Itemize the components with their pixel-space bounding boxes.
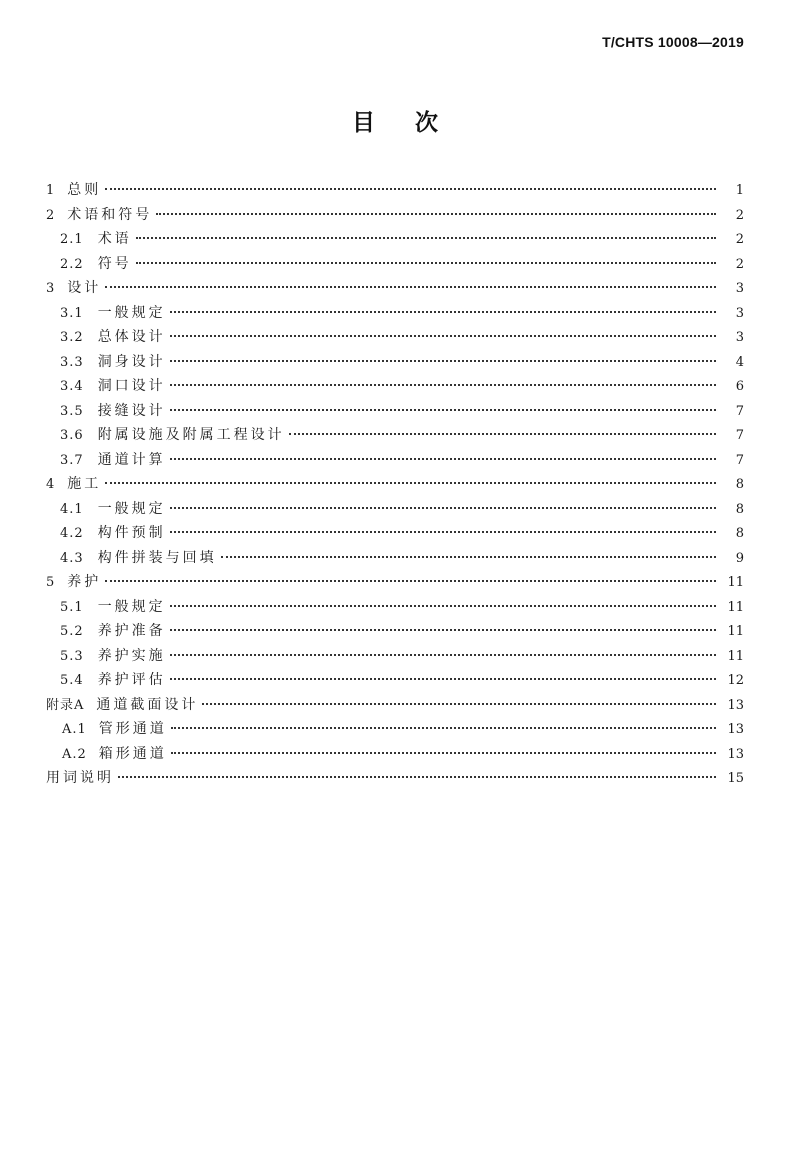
toc-entry-label: 总则 [67,182,102,198]
toc-entry-label: 用词说明 [46,770,114,786]
toc-entry-number: 5.3 [60,648,84,664]
toc-entry-page: 2 [735,256,744,272]
toc-entry-label: 术语和符号 [67,206,153,223]
toc-entry[interactable] [46,766,744,791]
page-title: 目次 [352,109,478,136]
toc-dot-leader [156,213,716,215]
toc-entry[interactable] [46,374,744,399]
toc-entry-page: 12 [727,673,744,688]
toc-entry-page: 2 [735,207,744,223]
toc-entry[interactable] [46,301,744,326]
toc-entry-page: 7 [735,428,744,443]
toc-entry-label: 施工 [67,476,102,492]
toc-dot-leader [136,262,716,264]
toc-dot-leader [170,629,716,631]
toc-entry-label: 养护实施 [97,647,166,664]
toc-entry-page: 9 [735,550,744,566]
toc-entry-number: 4.1 [60,501,84,517]
toc-entry[interactable] [46,399,744,424]
toc-entry-label: 一般规定 [97,304,166,321]
toc-entry-label: 一般规定 [97,598,166,615]
toc-dot-leader [170,654,716,656]
toc-entry-page: 8 [735,477,744,492]
toc-entry-number: 3.3 [60,354,84,370]
toc-dot-leader [170,458,716,460]
toc-entry-label: 符号 [97,255,132,272]
toc-entry-page: 11 [727,575,744,590]
toc-entry[interactable] [46,448,744,473]
toc-entry-number: 3 [46,281,56,296]
toc-entry-number: 2.2 [60,256,84,272]
toc-entry-label: 管形通道 [98,721,167,737]
toc-entry-label: 术语 [97,231,132,247]
toc-entry[interactable] [46,668,744,693]
toc-entry-number: 4.3 [60,550,84,566]
toc-entry-number: 4.2 [60,526,84,541]
toc-entry[interactable] [46,276,744,301]
toc-entry-label: 设计 [67,280,102,296]
toc-entry-page: 3 [735,330,744,345]
toc-entry-page: 3 [735,281,744,296]
toc-entry-page: 11 [727,599,744,615]
toc-entry-page: 8 [735,526,744,541]
toc-entry-label: 通道计算 [97,451,166,468]
toc-entry[interactable] [46,742,744,767]
toc-dot-leader [170,678,716,680]
toc-dot-leader [105,482,716,484]
toc-entry-page: 13 [727,697,744,713]
toc-entry-number: A.1 [62,722,87,737]
toc-entry-number: 5.1 [60,599,84,615]
toc-entry-page: 15 [727,771,744,786]
toc-entry[interactable] [46,252,744,277]
toc-entry-label: 构件预制 [97,525,166,541]
toc-entry-label: 附属设施及附属工程设计 [97,427,285,443]
toc-entry[interactable] [46,178,744,203]
toc-entry-page: 4 [735,354,744,370]
toc-entry[interactable] [46,203,744,228]
toc-dot-leader [171,727,716,729]
toc-entry[interactable] [46,717,744,742]
toc-entry-label: 接缝设计 [97,402,166,419]
toc-entry-number: 3.7 [60,452,84,468]
toc-entry-label: 构件拼装与回填 [97,549,217,566]
toc-dot-leader [105,580,716,582]
toc-entry[interactable] [46,423,744,448]
toc-entry-label: 养护评估 [97,672,166,688]
toc-entry-number: 5.4 [60,673,84,688]
table-of-contents [46,178,744,791]
toc-entry-page: 13 [727,746,744,762]
toc-entry-number: 1 [46,183,56,198]
toc-entry-label: 通道截面设计 [96,696,199,713]
toc-entry-label: 洞身设计 [97,353,166,370]
toc-dot-leader [202,703,716,705]
toc-entry-page: 13 [727,722,744,737]
toc-entry-label: 养护准备 [97,623,166,639]
toc-entry-label: 养护 [67,574,102,590]
toc-entry[interactable] [46,644,744,669]
toc-dot-leader [170,507,716,509]
toc-entry-number: 3.4 [60,379,84,394]
toc-dot-leader [171,752,716,754]
toc-entry-page: 3 [735,305,744,321]
toc-dot-leader [105,286,716,288]
toc-entry-label: 箱形通道 [98,745,167,762]
toc-entry-number: 5.2 [60,624,84,639]
toc-entry-page: 11 [727,648,744,664]
toc-dot-leader [136,237,716,239]
toc-entry-page: 7 [735,452,744,468]
toc-entry[interactable] [46,227,744,252]
toc-entry-page: 1 [735,183,744,198]
toc-dot-leader [170,311,716,313]
toc-entry[interactable] [46,546,744,571]
toc-entry-number: A.2 [62,746,87,762]
toc-dot-leader [105,188,716,190]
toc-entry-page: 6 [735,379,744,394]
document-code: T/CHTS 10008—2019 [602,34,744,50]
toc-entry[interactable] [46,497,744,522]
toc-dot-leader [170,360,716,362]
toc-entry[interactable] [46,595,744,620]
toc-dot-leader [289,433,716,435]
toc-entry-number: 4 [46,477,56,492]
toc-dot-leader [170,605,716,607]
toc-entry-label: 总体设计 [97,329,166,345]
toc-entry[interactable] [46,472,744,497]
toc-entry[interactable] [46,619,744,644]
toc-entry-number: 2.1 [60,232,84,247]
toc-dot-leader [170,409,716,411]
toc-entry-number: 3.6 [60,428,84,443]
toc-dot-leader [170,531,716,533]
toc-entry-number: 5 [46,575,56,590]
toc-entry-page: 2 [735,232,744,247]
toc-dot-leader [170,384,716,386]
toc-entry-page: 11 [727,624,744,639]
toc-entry[interactable] [46,325,744,350]
toc-entry-label: 一般规定 [97,500,166,517]
toc-entry-label: 洞口设计 [97,378,166,394]
toc-entry[interactable] [46,350,744,375]
toc-entry-number: 附录A [46,697,85,713]
toc-dot-leader [221,556,716,558]
toc-entry-number: 2 [46,207,56,223]
toc-entry[interactable] [46,521,744,546]
toc-entry-number: 3.1 [60,305,84,321]
toc-entry-page: 7 [735,403,744,419]
toc-dot-leader [118,776,716,778]
toc-entry[interactable] [46,570,744,595]
toc-entry-page: 8 [735,501,744,517]
toc-entry[interactable] [46,693,744,718]
toc-entry-number: 3.5 [60,403,84,419]
toc-dot-leader [170,335,716,337]
toc-entry-number: 3.2 [60,330,84,345]
